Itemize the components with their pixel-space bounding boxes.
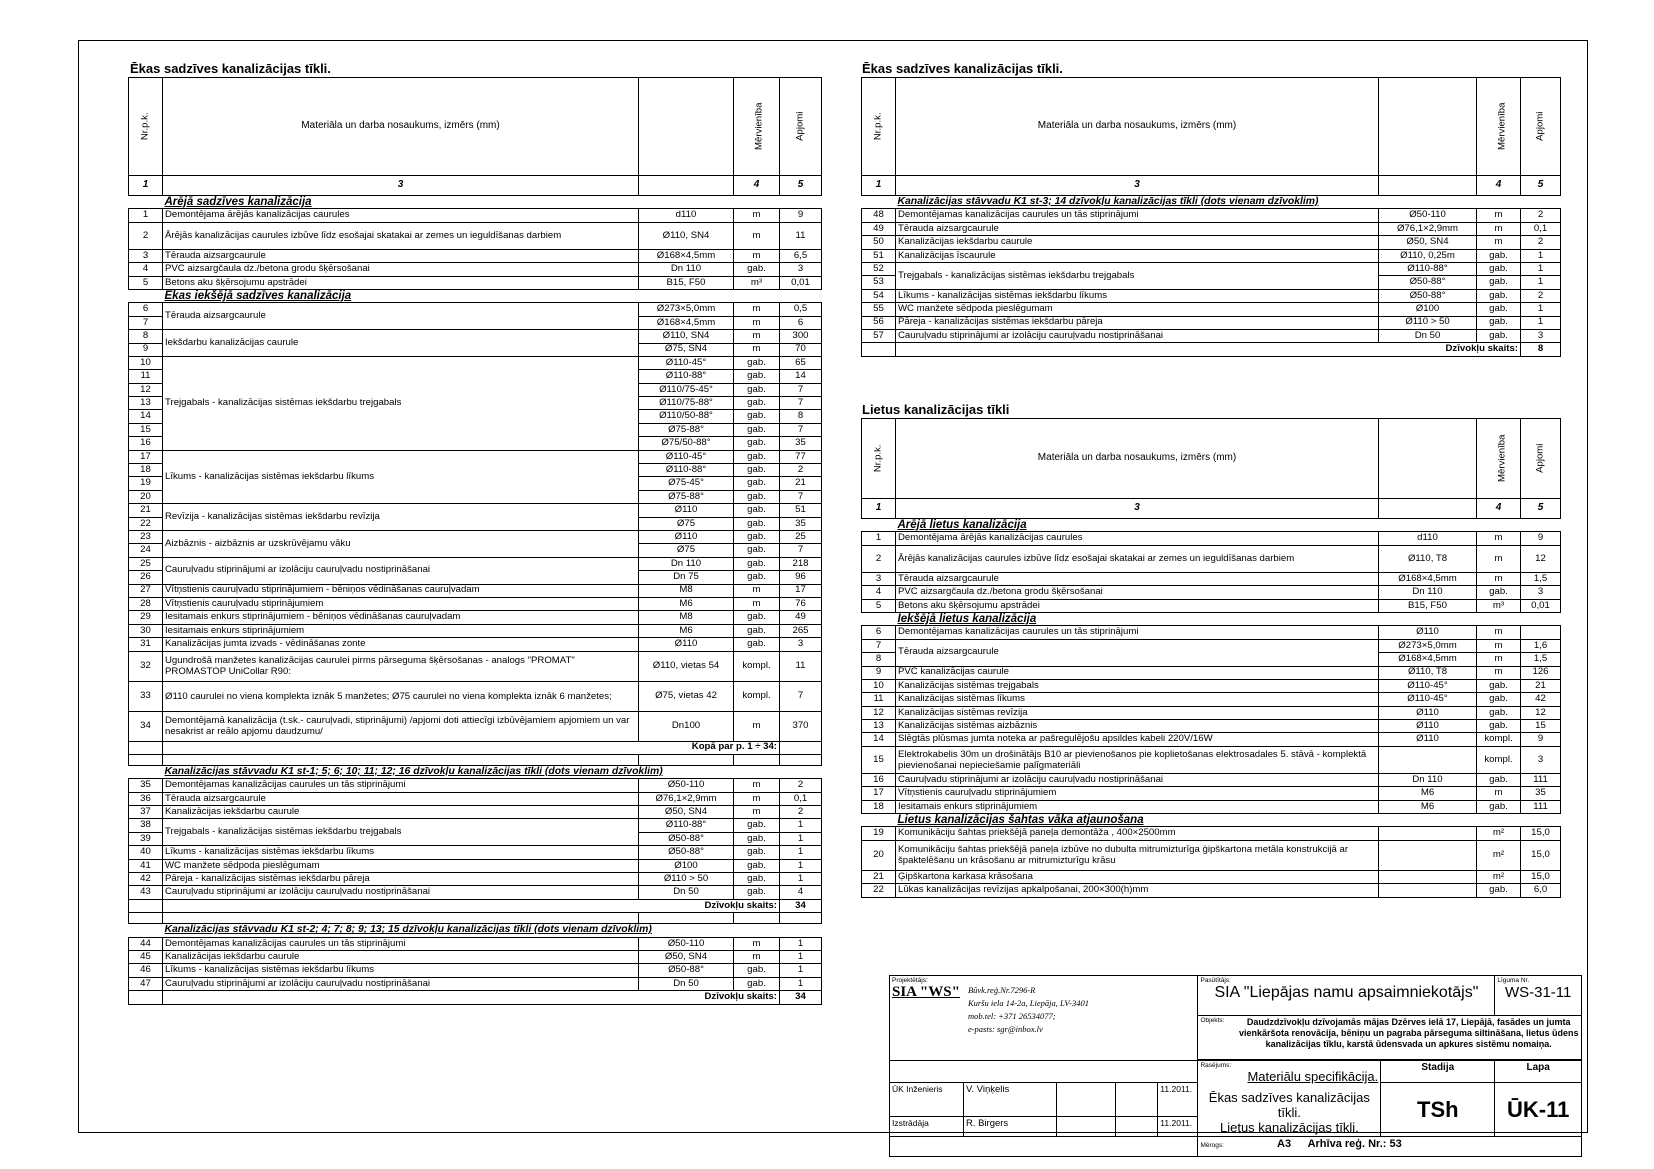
table-row: 16 Ø75/50-88° gab. 35 bbox=[129, 437, 822, 450]
table-row: 5 Betons aku šķērsojumu apstrādei B15, F50 m³ 0,01 bbox=[862, 599, 1561, 612]
table-row: 7 Ø168×4,5mm m 6 bbox=[129, 316, 822, 329]
table-row: 14 Slēgtās plūsmas jumta noteka ar pašregulējošu apsildes kabeli 220V/16W Ø110 kompl. 9 bbox=[862, 733, 1561, 746]
table-row: 47 Cauruļvadu stiprinājumi ar izolāciju cauruļvadu nostiprināšanai Dn 50 gab. 1 bbox=[129, 977, 822, 990]
table-row: 13 Kanalizācijas sistēmas aizbāznis Ø110 gab. 15 bbox=[862, 720, 1561, 733]
table-row: 6 Tērauda aizsargcaurule Ø273×5,0mm m 0,5 bbox=[129, 303, 822, 316]
table-row: 19 Komunikāciju šahtas priekšējā paneļa demontāža , 400×2500mm m² 15,0 bbox=[862, 827, 1561, 840]
title-block: Projektētājs: SIA "WS" Būvk.reģ.Nr.7296-R Kuršu iela 14-2a, Liepāja, LV-3401 mob.tel: +371 26534077; e-pasts: sgr@inbox.lv Pasūtītājs: SIA "Liepājas namu apsaimniekotājs" Līguma Nr. WS-31-11 Objekts: Daudzdzīvokļu dzīvojamās mājas Dzērves ielā 17, Liepājā, fasādes un jumta vienkāršota renovācija, bēniņu un pagraba pārseguma siltināšana, lietus ūdens kanalizācijas tīklu, karstā ūdensvada un apkures sistēmu nomaiņa. Rasējums: Materiālu specifikācija. Ēkas sadzīves kanalizācijas tīkli. Lietus kanalizācijas tīkli. Stadija Lapa ŪK Inženieris V. Viņķelis 11.2011. TSh ŪK-11 Izstrādāja R. Birgers 11.2011. Mērogs: A3 Arhīva reģ. Nr.: 53 bbox=[889, 975, 1582, 1130]
table-row: 24 Ø75 gab. 7 bbox=[129, 544, 822, 557]
column-numbers: 1 3 4 5 bbox=[862, 176, 1561, 196]
table-row: 32 Ugundrošā manžetes kanalizācijas caurulei pirms pārseguma šķērsošanas - analogs "PROMAT" PROMASTOP UniCollar R90: Ø110, vietas 54 kompl. 11 bbox=[129, 651, 822, 681]
table-row: 20 Ø75-88° gab. 7 bbox=[129, 490, 822, 503]
section-heading: Ārējā sadzīves kanalizācija bbox=[129, 196, 822, 209]
table-row: 53 Ø50-88° gab. 1 bbox=[862, 276, 1561, 289]
table-row: 29 Iesitamais enkurs stiprinājumiem - bēniņos vēdināšanas cauruļvadam M8 gab. 49 bbox=[129, 611, 822, 624]
table-row: 15 Elektrokabelis 30m un drošinātājs B10 ar pievienošanos pie koplietošanas elektrosadales 5. stāvā - komplektā pievienošanai nepieciešamie palīgmateriāli kompl. 3 bbox=[862, 746, 1561, 773]
contract-cell: Līguma Nr. WS-31-11 bbox=[1495, 976, 1582, 1016]
section-heading: Kanalizācijas stāvvadu K1 st-2; 4; 7; 8; 9; 13; 15 dzīvokļu kanalizācijas tīkli (dots vienam dzīvoklim) bbox=[129, 924, 822, 937]
table-row: 36 Tērauda aizsargcaurule Ø76,1×2,9mm m 0,1 bbox=[129, 792, 822, 805]
table-row: 3 Tērauda aizsargcaurule Ø168×4,5mm m 6,5 bbox=[129, 249, 822, 262]
table-row: 5 Betons aku šķērsojumu apstrādei B15, F50 m³ 0,01 bbox=[129, 276, 822, 289]
total-row: Dzīvokļu skaits: 8 bbox=[862, 343, 1561, 356]
table-row: 9 Ø75, SN4 m 70 bbox=[129, 343, 822, 356]
table-row: 9 PVC kanalizācijas caurule Ø110, T8 m 126 bbox=[862, 666, 1561, 679]
company-logo: SIA "WS" bbox=[892, 984, 960, 1000]
total-row: Dzīvokļu skaits: 34 bbox=[129, 991, 822, 1004]
section-heading: Kanalizācijas stāvvadu K1 st-3; 14 dzīvokļu kanalizācijas tīkli (dots vienam dzīvoklim) bbox=[862, 196, 1561, 209]
column-numbers: 1 3 4 5 bbox=[862, 499, 1561, 519]
table-row: 23 Aizbāznis - aizbāznis ar uzskrūvējamu vāku Ø110 gab. 25 bbox=[129, 530, 822, 543]
table-row: 52 Trejgabals - kanalizācijas sistēmas iekšdarbu trejgabals Ø110-88° gab. 1 bbox=[862, 262, 1561, 275]
table-row: 51 Kanalizācijas īscaurule Ø110, 0,25m gab. 1 bbox=[862, 249, 1561, 262]
column-numbers: 1 3 4 5 bbox=[129, 176, 822, 196]
section-heading: Ēkas iekšējā sadzīves kanalizācija bbox=[129, 289, 822, 302]
rain-spec-table bbox=[861, 418, 1561, 898]
table-header: Nr.p.k. Materiāla un darba nosaukums, izmērs (mm) Mērvienība Apjomi bbox=[862, 78, 1561, 176]
table-row: 21 Revīzija - kanalizācijas sistēmas iekšdarbu revīzija Ø110 gab. 51 bbox=[129, 504, 822, 517]
total-row: Dzīvokļu skaits: 34 bbox=[129, 899, 822, 912]
section-heading: Iekšējā lietus kanalizācija bbox=[862, 612, 1561, 625]
section-heading: Lietus kanalizācijas šahtas vāka atjaunošana bbox=[862, 814, 1561, 827]
right-spec-table bbox=[861, 77, 1561, 357]
table-row: 49 Tērauda aizsargcaurule Ø76,1×2,9mm m 0,1 bbox=[862, 222, 1561, 235]
table-row: 26 Dn 75 gab. 96 bbox=[129, 571, 822, 584]
table-row: 33 Ø110 caurulei no viena komplekta iznāk 5 manžetes; Ø75 caurulei no viena komplekta iznāk 6 manžetes; Ø75, vietas 42 kompl. 7 bbox=[129, 681, 822, 711]
table-row: 35 Demontējamas kanalizācijas caurules un tās stiprinājumi Ø50-110 m 2 bbox=[129, 779, 822, 792]
table-row: 27 Vītņstienis cauruļvadu stiprinājumiem - bēniņos vēdināšanas cauruļvadam M8 m 17 bbox=[129, 584, 822, 597]
object-cell: Objekts: Daudzdzīvokļu dzīvojamās mājas Dzērves ielā 17, Liepājā, fasādes un jumta vienkāršota renovācija, bēniņu un pagraba pārseguma siltināšana, lietus ūdens kanalizācijas tīklu, karstā ūdensvada un apkures sistēmu nomaiņa. bbox=[1198, 1016, 1582, 1060]
table-row: 2 Ārējās kanalizācijas caurules izbūve līdz esošajai skatakai ar zemes un ieguldīšanas darbiem Ø110, T8 m 12 bbox=[862, 545, 1561, 572]
table-row: 17 Līkums - kanalizācijas sistēmas iekšdarbu līkums Ø110-45° gab. 77 bbox=[129, 450, 822, 463]
table-row: 15 Ø75-88° gab. 7 bbox=[129, 423, 822, 436]
table-row: 21 Ģipškartona karkasa krāsošana m² 15,0 bbox=[862, 870, 1561, 883]
section-heading: Ārējā lietus kanalizācija bbox=[862, 519, 1561, 532]
table-row: 13 Ø110/75-88° gab. 7 bbox=[129, 397, 822, 410]
table-row: 18 Iesitamais enkurs stiprinājumiem M6 gab. 111 bbox=[862, 800, 1561, 813]
archive-cell: Mērogs: A3 Arhīva reģ. Nr.: 53 bbox=[1198, 1137, 1582, 1157]
table-row: 14 Ø110/50-88° gab. 8 bbox=[129, 410, 822, 423]
table-row: 18 Ø110-88° gab. 2 bbox=[129, 464, 822, 477]
table-row: 22 Lūkas kanalizācijas revīzijas apkalpošanai, 200×300(h)mm gab. 6,0 bbox=[862, 884, 1561, 897]
table-row: 20 Komunikāciju šahtas priekšējā paneļa izbūve no dubulta mitrumizturīga ģipškartona metāla konstrukcijā ar špaktelēšanu un krāsošanu ar mitrumizturīgu krāsu m² 15,0 bbox=[862, 840, 1561, 870]
table-row: 19 Ø75-45° gab. 21 bbox=[129, 477, 822, 490]
table-row: 42 Pāreja - kanalizācijas sistēmas iekšdarbu pāreja Ø110 > 50 gab. 1 bbox=[129, 873, 822, 886]
table-row: 2 Ārējās kanalizācijas caurules izbūve līdz esošajai skatakai ar zemes un ieguldīšanas darbiem Ø110, SN4 m 11 bbox=[129, 222, 822, 249]
table-row: 43 Cauruļvadu stiprinājumi ar izolāciju cauruļvadu nostiprināšanai Dn 50 gab. 4 bbox=[129, 886, 822, 899]
table-row: 55 WC manžete sēdpoda pieslēgumam Ø100 gab. 1 bbox=[862, 303, 1561, 316]
table-row: 10 Kanalizācijas sistēmas trejgabals Ø110-45° gab. 21 bbox=[862, 679, 1561, 692]
table-row: 41 WC manžete sēdpoda pieslēgumam Ø100 gab. 1 bbox=[129, 859, 822, 872]
table-row: 6 Demontējamas kanalizācijas caurules un tās stiprinājumi Ø110 m bbox=[862, 626, 1561, 639]
table-row: 1 Demontējama ārējās kanalizācijas caurules d110 m 9 bbox=[862, 532, 1561, 545]
table-row: 11 Kanalizācijas sistēmas līkums Ø110-45° gab. 42 bbox=[862, 693, 1561, 706]
table-row: 8 Iekšdarbu kanalizācijas caurule Ø110, SN4 m 300 bbox=[129, 330, 822, 343]
left-spec-table bbox=[128, 77, 822, 1005]
left-title: Ēkas sadzīves kanalizācijas tīkli. bbox=[130, 61, 331, 76]
right-title: Ēkas sadzīves kanalizācijas tīkli. bbox=[862, 61, 1063, 76]
table-row: 48 Demontējamas kanalizācijas caurules un tās stiprinājumi Ø50-110 m 2 bbox=[862, 209, 1561, 222]
table-row: 25 Cauruļvadu stiprinājumi ar izolāciju cauruļvadu nostiprināšanai Dn 110 gab. 218 bbox=[129, 557, 822, 570]
table-row: 22 Ø75 gab. 35 bbox=[129, 517, 822, 530]
table-row: 11 Ø110-88° gab. 14 bbox=[129, 370, 822, 383]
table-row: 31 Kanalizācijas jumta izvads - vēdināšanas zonte Ø110 gab. 3 bbox=[129, 638, 822, 651]
table-row: 3 Tērauda aizsargcaurule Ø168×4,5mm m 1,5 bbox=[862, 572, 1561, 585]
designer-cell: Projektētājs: SIA "WS" Būvk.reģ.Nr.7296-R Kuršu iela 14-2a, Liepāja, LV-3401 mob.tel: +371 26534077; e-pasts: sgr@inbox.lv bbox=[890, 976, 1198, 1061]
table-row: 54 Līkums - kanalizācijas sistēmas iekšdarbu līkums Ø50-88° gab. 2 bbox=[862, 289, 1561, 302]
table-row: 1 Demontējama ārējās kanalizācijas caurules d110 m 9 bbox=[129, 209, 822, 222]
table-row: 8 Ø168×4,5mm m 1,5 bbox=[862, 653, 1561, 666]
table-row: 28 Vītņstienis cauruļvadu stiprinājumiem M6 m 76 bbox=[129, 597, 822, 610]
rain-title: Lietus kanalizācijas tīkli bbox=[862, 402, 1010, 417]
table-row: 57 Cauruļvadu stiprinājumi ar izolāciju cauruļvadu nostiprināšanai Dn 50 gab. 3 bbox=[862, 329, 1561, 342]
table-row: 16 Cauruļvadu stiprinājumi ar izolāciju cauruļvadu nostiprināšanai Dn 110 gab. 111 bbox=[862, 773, 1561, 786]
total-row: Kopā par p. 1 ÷ 34: bbox=[129, 741, 822, 754]
table-row: 40 Līkums - kanalizācijas sistēmas iekšdarbu līkums Ø50-88° gab. 1 bbox=[129, 846, 822, 859]
table-header: Nr.p.k. Materiāla un darba nosaukums, izmērs (mm) Mērvienība Apjomi bbox=[862, 419, 1561, 499]
table-row: 12 Ø110/75-45° gab. 7 bbox=[129, 383, 822, 396]
table-row: 10 Trejgabals - kanalizācijas sistēmas iekšdarbu trejgabals Ø110-45° gab. 65 bbox=[129, 356, 822, 369]
table-row: 4 PVC aizsargčaula dz./betona grodu šķērsošanai Dn 110 gab. 3 bbox=[862, 586, 1561, 599]
table-row: 44 Demontējamas kanalizācijas caurules un tās stiprinājumi Ø50-110 m 1 bbox=[129, 937, 822, 950]
table-row: 7 Tērauda aizsargcaurule Ø273×5,0mm m 1,6 bbox=[862, 639, 1561, 652]
table-row: 56 Pāreja - kanalizācijas sistēmas iekšdarbu pāreja Ø110 > 50 gab. 1 bbox=[862, 316, 1561, 329]
table-row: 45 Kanalizācijas iekšdarbu caurule Ø50, SN4 m 1 bbox=[129, 950, 822, 963]
table-row: 12 Kanalizācijas sistēmas revīzija Ø110 gab. 12 bbox=[862, 706, 1561, 719]
drawing-name-cell: Rasējums: Materiālu specifikācija. Ēkas sadzīves kanalizācijas tīkli. Lietus kanalizācijas tīkli. bbox=[1198, 1061, 1381, 1137]
table-row: 39 Ø50-88° gab. 1 bbox=[129, 832, 822, 845]
table-row: 50 Kanalizācijas iekšdarbu caurule Ø50, SN4 m 2 bbox=[862, 236, 1561, 249]
stage-value: TSh bbox=[1381, 1083, 1495, 1137]
client-cell: Pasūtītājs: SIA "Liepājas namu apsaimniekotājs" bbox=[1198, 976, 1495, 1016]
sheet-value: ŪK-11 bbox=[1495, 1083, 1582, 1137]
table-row: 38 Trejgabals - kanalizācijas sistēmas iekšdarbu trejgabals Ø110-88° gab. 1 bbox=[129, 819, 822, 832]
table-row: 37 Kanalizācijas iekšdarbu caurule Ø50, SN4 m 2 bbox=[129, 806, 822, 819]
table-row: 30 Iesitamais enkurs stiprinājumiem M6 gab. 265 bbox=[129, 624, 822, 637]
section-heading: Kanalizācijas stāvvadu K1 st-1; 5; 6; 10; 11; 12; 16 dzīvokļu kanalizācijas tīkli (dots vienam dzīvoklim) bbox=[129, 765, 822, 778]
table-header: Nr.p.k. Materiāla un darba nosaukums, izmērs (mm) Mērvienība Apjomi bbox=[129, 78, 822, 176]
table-row: 34 Demontējamā kanalizācija (t.sk.- cauruļvadi, stiprinājumi) /apjomi doti attiecīgi izbūvējamiem apjomiem un var nesakrist ar reālo apjomu daudzumu/ Dn100 m 370 bbox=[129, 711, 822, 741]
table-row: 4 PVC aizsargčaula dz./betona grodu šķērsošanai Dn 110 gab. 3 bbox=[129, 263, 822, 276]
table-row: 46 Līkums - kanalizācijas sistēmas iekšdarbu līkums Ø50-88° gab. 1 bbox=[129, 964, 822, 977]
table-row: 17 Vītņstienis cauruļvadu stiprinājumiem M6 m 35 bbox=[862, 787, 1561, 800]
